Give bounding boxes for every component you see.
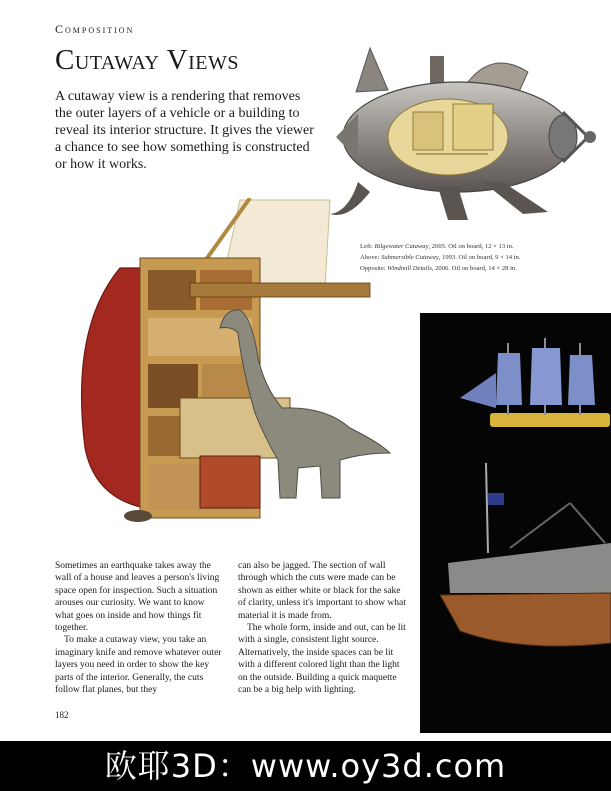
caption-line: Above: Submersible Cutaway, 1993. Oil on board, 9 × 14 in. [360, 254, 521, 261]
caption-line: Left: Bilgewater Cutaway, 2005. Oil on board, 12 × 13 in. [360, 243, 514, 250]
watermark-bar: 欧耶3D：www.oy3d.com [0, 741, 611, 791]
page-number: 182 [55, 710, 69, 720]
section-label: Composition [55, 22, 135, 36]
ship-cutaway-illustration [50, 198, 395, 533]
caption-line: Opposite: Windmill Details, 2006. Oil on board, 14 × 28 in. [360, 265, 517, 272]
body-column-left [55, 560, 225, 696]
body-paragraph: The whole form, inside and out, can be lit with a single, consistent light source. Alternatively, the inside spaces can be lit with a different colored light than the light on the outside. Building a quick maquette can be a big help with lighting. [238, 623, 406, 696]
body-paragraph: can also be jagged. The section of wall through which the cuts were made can be shown as either white or black for the sake of clarity, unless it's important to show what material it is made from. [238, 561, 406, 621]
body-column-right [238, 560, 408, 696]
body-paragraph: To make a cutaway view, you take an imaginary knife and remove whatever outer layers you need in order to show the key parts of the interior. Generally, the cuts follow flat planes, but they [55, 635, 222, 696]
figure-captions [360, 241, 610, 274]
body-paragraph: Sometimes an earthquake takes away the wall of a house and leaves a person's living space open for inspection. Such a situation arouses our curiosity. We want to know what goes on inside and how things fit together. [55, 561, 220, 634]
windmill-details-illustration [420, 313, 611, 733]
page-title: Cutaway Views [55, 44, 239, 76]
intro-paragraph: A cutaway view is a rendering that removes the outer layers of a vehicle or a building to reveal its interior structure. It gives the viewer a chance to see how something is constructed or how it works. [55, 89, 314, 172]
